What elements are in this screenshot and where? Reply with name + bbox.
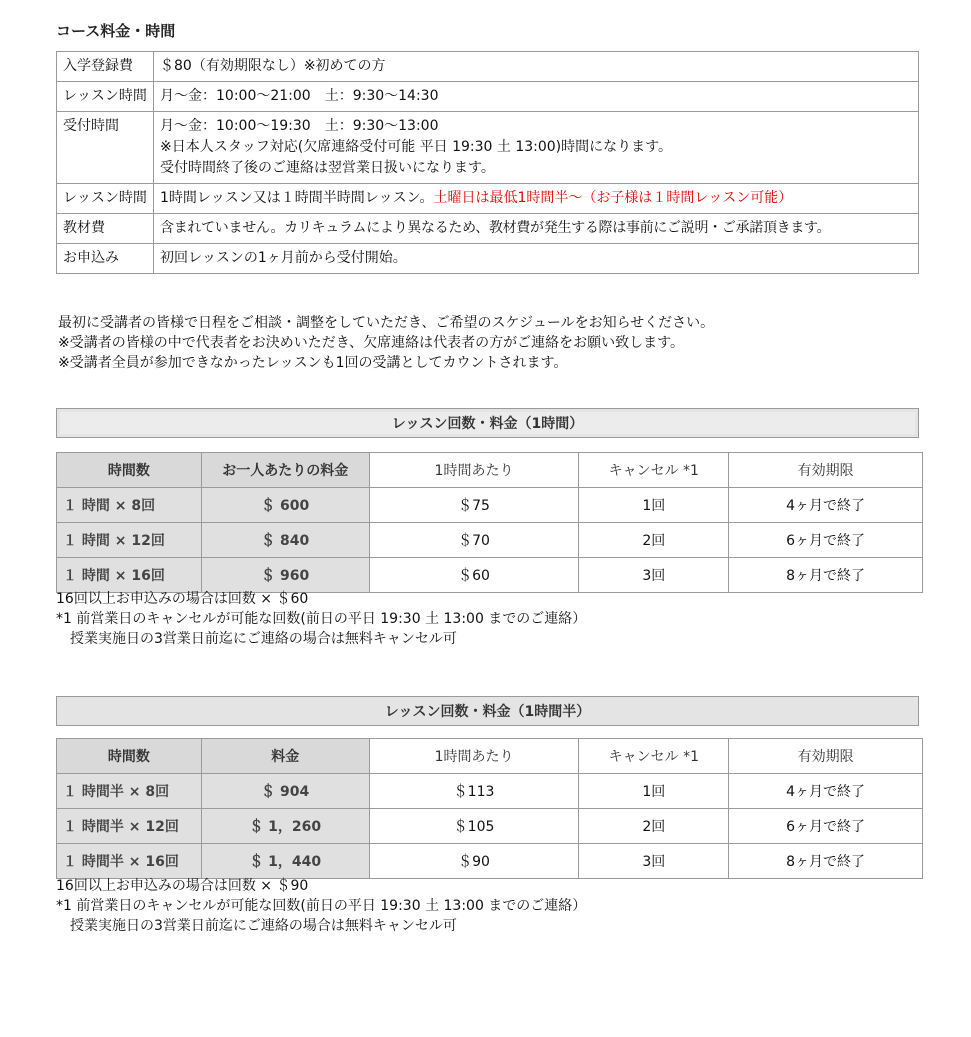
per-hour-cell: ＄60 [369,558,579,593]
table1-title-banner [56,408,919,438]
price-cell: ＄ 904 [201,774,369,809]
table2-title-banner [56,696,919,726]
value-line: 1時間レッスン又は１時間半時間レッスン。 [160,190,434,206]
hours-cell: １ 時間 × 12回 [57,523,202,558]
table-row [57,809,923,844]
row-label: 入学登録費 [57,52,154,82]
table-row [57,558,923,593]
value-line: ＄80（有効期限なし）※初めての方 [160,58,386,74]
row-value [154,82,919,112]
price-table-1hour [56,452,923,593]
per-hour-cell: ＄75 [369,488,579,523]
note-line: ※受講者の皆様の中で代表者をお決めいただき、欠席連絡は代表者の方がご連絡をお願い致します。 [58,335,685,351]
note-line: 16回以上お申込みの場合は回数 × ＄60 [56,591,309,607]
cancel-cell: 2回 [579,523,729,558]
expiry-cell: 8ヶ月で終了 [729,844,923,879]
table1-notes [56,589,586,649]
row-value [154,52,919,82]
expiry-cell: 8ヶ月で終了 [729,558,923,593]
col-header: キャンセル *1 [579,739,729,774]
col-header: 料金 [201,739,369,774]
table2-notes [56,876,586,936]
hours-cell: １ 時間 × 8回 [57,488,202,523]
cancel-cell: 3回 [579,844,729,879]
saturday-note: 土曜日は最低1時間半～（お子様は１時間レッスン可能） [433,190,793,206]
row-label: レッスン時間 [57,82,154,112]
col-header: 1時間あたり [369,739,579,774]
table2-title: レッスン回数・料金（1時間半） [384,704,591,720]
table1-title: レッスン回数・料金（1時間） [391,416,584,432]
note-line: ※受講者全員が参加できなかったレッスンも1回の受講としてカウントされます。 [58,355,568,371]
cancel-cell: 2回 [579,809,729,844]
table-row [57,244,919,274]
row-value [154,112,919,184]
per-hour-cell: ＄113 [369,774,579,809]
row-value [154,244,919,274]
hours-cell: １ 時間半 × 8回 [57,774,202,809]
value-line: 初回レッスンの1ヶ月前から受付開始。 [160,250,407,266]
table-row [57,82,919,112]
header-row [57,453,923,488]
price-cell: ＄ 600 [201,488,369,523]
hours-cell: １ 時間半 × 16回 [57,844,202,879]
note-line: 授業実施日の3営業日前迄にご連絡の場合は無料キャンセル可 [56,918,457,934]
price-cell: ＄ 1，440 [201,844,369,879]
value-line: 月～金：10:00～19:30 土：9:30～13:00 [160,118,439,134]
col-header: 有効期限 [729,453,923,488]
note-line: 授業実施日の3営業日前迄にご連絡の場合は無料キャンセル可 [56,631,457,647]
row-value [154,184,919,214]
section-title: コース料金・時間 [56,22,176,40]
price-cell: ＄ 840 [201,523,369,558]
expiry-cell: 4ヶ月で終了 [729,488,923,523]
col-header: お一人あたりの料金 [201,453,369,488]
hours-cell: １ 時間半 × 12回 [57,809,202,844]
intro-notes [58,313,714,373]
table-row [57,488,923,523]
price-cell: ＄ 1，260 [201,809,369,844]
cancel-cell: 3回 [579,558,729,593]
row-label: レッスン時間 [57,184,154,214]
table-row [57,214,919,244]
price-table-90min [56,738,923,879]
row-label: お申込み [57,244,154,274]
table-row [57,112,919,184]
expiry-cell: 6ヶ月で終了 [729,809,923,844]
per-hour-cell: ＄105 [369,809,579,844]
header-row [57,739,923,774]
col-header: 時間数 [57,453,202,488]
note-line: 16回以上お申込みの場合は回数 × ＄90 [56,878,309,894]
col-header: キャンセル *1 [579,453,729,488]
col-header: 時間数 [57,739,202,774]
expiry-cell: 6ヶ月で終了 [729,523,923,558]
value-line: 含まれていません。カリキュラムにより異なるため、教材費が発生する際は事前にご説明・ご承諾頂きます。 [160,220,831,236]
table-row [57,184,919,214]
per-hour-cell: ＄90 [369,844,579,879]
col-header: 1時間あたり [369,453,579,488]
note-line: *1 前営業日のキャンセルが可能な回数(前日の平日 19:30 土 13:00 までのご連絡） [56,898,587,914]
note-line: 最初に受講者の皆様で日程をご相談・調整をしていただき、ご希望のスケジュールをお知らせください。 [58,315,715,331]
price-cell: ＄ 960 [201,558,369,593]
table-row [57,523,923,558]
row-label: 受付時間 [57,112,154,184]
hours-cell: １ 時間 × 16回 [57,558,202,593]
table-row [57,52,919,82]
note-line: *1 前営業日のキャンセルが可能な回数(前日の平日 19:30 土 13:00 までのご連絡） [56,611,587,627]
value-line: 受付時間終了後のご連絡は翌営業日扱いになります。 [160,160,495,176]
course-info-table [56,51,919,274]
table-row [57,844,923,879]
cancel-cell: 1回 [579,774,729,809]
row-value [154,214,919,244]
col-header: 有効期限 [729,739,923,774]
row-label: 教材費 [57,214,154,244]
cancel-cell: 1回 [579,488,729,523]
per-hour-cell: ＄70 [369,523,579,558]
value-line: 月～金：10:00～21:00 土：9:30～14:30 [160,88,439,104]
table-row [57,774,923,809]
expiry-cell: 4ヶ月で終了 [729,774,923,809]
value-line: ※日本人スタッフ対応(欠席連絡受付可能 平日 19:30 土 13:00)時間になります。 [160,139,673,155]
